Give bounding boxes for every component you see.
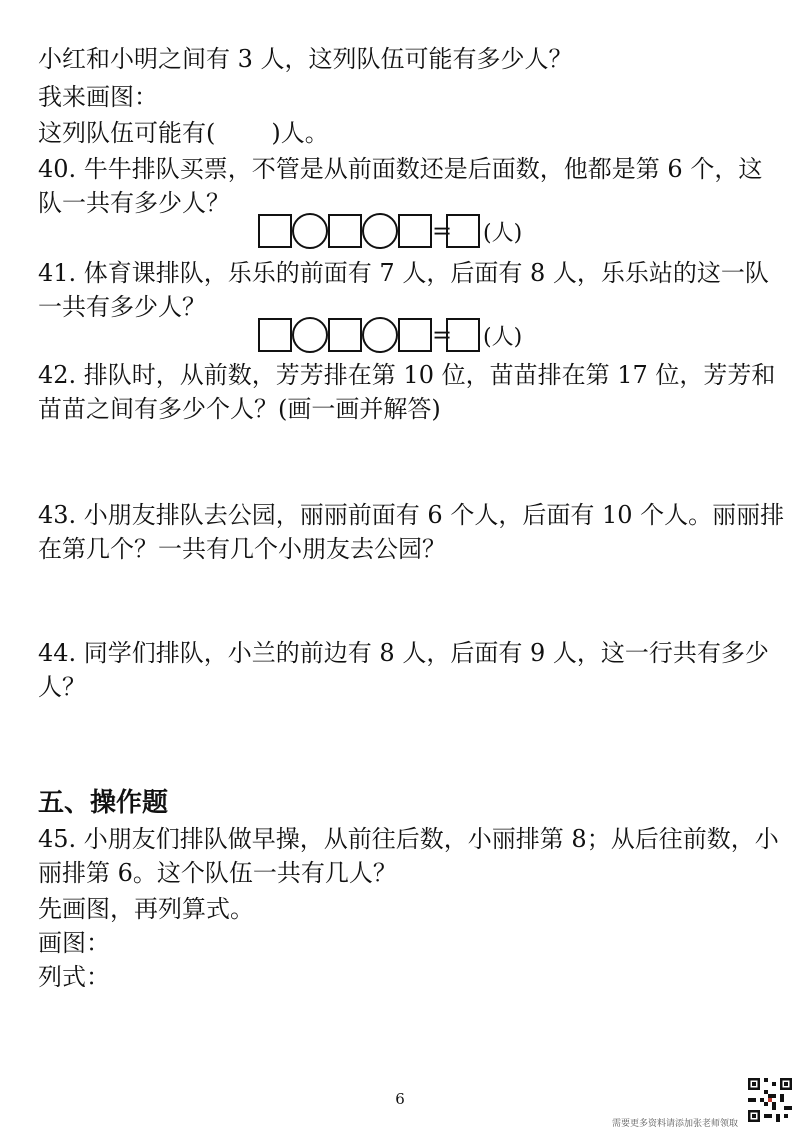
- result-square[interactable]: [446, 318, 480, 352]
- result-square[interactable]: [446, 214, 480, 248]
- q45-formula-label: 列式：: [38, 963, 110, 991]
- q45-draw-label: 画图：: [38, 929, 110, 957]
- q41-formula-boxes: [258, 316, 522, 354]
- blank-square[interactable]: [398, 318, 432, 352]
- operator-circle[interactable]: [362, 213, 398, 249]
- unit-label: (人): [483, 220, 523, 246]
- q39-answer-pre: 这列队伍可能有(: [38, 119, 216, 147]
- blank-square[interactable]: [398, 214, 432, 248]
- q40-formula-boxes: [258, 212, 522, 250]
- q45-line-2: 丽排第 6。这个队伍一共有几人？: [38, 859, 397, 887]
- q44-line-1: 44. 同学们排队，小兰的前边有 8 人，后面有 9 人，这一行共有多少: [38, 639, 769, 667]
- blank-square[interactable]: [328, 214, 362, 248]
- q45-line-3: 先画图，再列算式。: [38, 895, 254, 923]
- section-heading: 五、操作题: [38, 788, 169, 818]
- q43-line-1: 43. 小朋友排队去公园，丽丽前面有 6 个人，后面有 10 个人。丽丽排: [38, 501, 785, 529]
- footer-note: 需要更多资料请添加张老师领取: [612, 1119, 739, 1129]
- q43-line-2: 在第几个？一共有几个小朋友去公园？: [38, 535, 446, 563]
- q40-line-1: 40. 牛牛排队买票，不管是从前面数还是后面数，他都是第 6 个，这: [38, 155, 763, 183]
- q39-answer-line: [38, 118, 329, 148]
- blank-square[interactable]: [258, 318, 292, 352]
- operator-circle[interactable]: [292, 317, 328, 353]
- q41-line-1: 41. 体育课排队，乐乐的前面有 7 人，后面有 8 人，乐乐站的这一队: [38, 259, 769, 287]
- blank-square[interactable]: [258, 214, 292, 248]
- operator-circle[interactable]: [292, 213, 328, 249]
- equals-sign: =: [432, 321, 453, 349]
- q42-line-1: 42. 排队时，从前数，芳芳排在第 10 位，苗苗排在第 17 位，芳芳和: [38, 361, 776, 389]
- q41-line-2: 一共有多少人？: [38, 293, 206, 321]
- draw-prompt: 我来画图：: [38, 83, 158, 111]
- operator-circle[interactable]: [362, 317, 398, 353]
- equals-sign: =: [432, 217, 453, 245]
- blank-square[interactable]: [328, 318, 362, 352]
- unit-label: (人): [483, 324, 523, 350]
- qr-code-icon: [748, 1078, 792, 1122]
- page-number: 6: [395, 1090, 405, 1108]
- q40-line-2: 队一共有多少人？: [38, 189, 230, 217]
- q39-tail: 小红和小明之间有 3 人，这列队伍可能有多少人？: [38, 45, 573, 73]
- q39-answer-post: )人。: [271, 119, 329, 147]
- q42-line-2: 苗苗之间有多少个人？(画一画并解答): [38, 395, 441, 423]
- q45-line-1: 45. 小朋友们排队做早操，从前往后数，小丽排第 8；从后往前数，小: [38, 825, 779, 853]
- q44-line-2: 人？: [38, 673, 86, 701]
